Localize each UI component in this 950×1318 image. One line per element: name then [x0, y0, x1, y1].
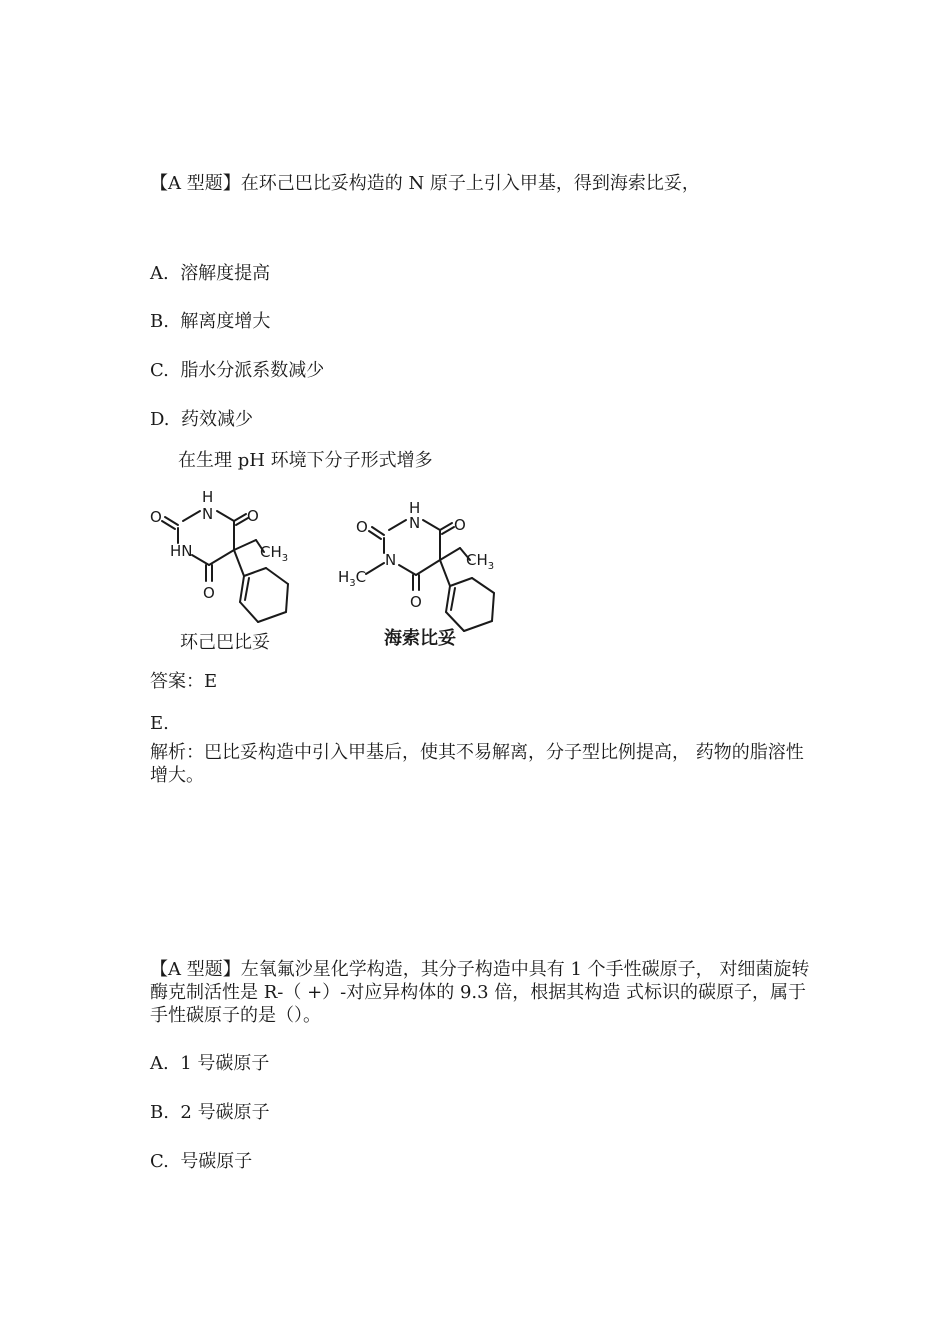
- option-letter: B.: [150, 1102, 169, 1123]
- option-letter: C.: [150, 360, 169, 381]
- structure-figure: [148, 488, 528, 660]
- option-letter: B.: [150, 311, 169, 332]
- question-1-stem: 【A 型题】在环己巴比妥构造的 N 原子上引入甲基，得到海索比妥，: [150, 173, 700, 194]
- option-letter: C.: [150, 1151, 169, 1172]
- option-text: 号碳原子: [180, 1151, 253, 1172]
- option-letter: A.: [150, 263, 169, 284]
- mol2-name: 海索比妥: [384, 628, 456, 649]
- option-text: 脂水分派系数减少: [180, 360, 325, 381]
- mol2-atom-o-bottom: O: [410, 593, 422, 611]
- q2-option-a[interactable]: [150, 1052, 269, 1076]
- option-letter: A.: [150, 1053, 169, 1074]
- mol1-atom-o-bottom: O: [203, 584, 215, 602]
- q2-option-c[interactable]: [150, 1150, 252, 1174]
- mol2-atom-h: H: [409, 499, 421, 517]
- q1-extra-option: 在生理 pH 环境下分子形式增多: [178, 450, 433, 471]
- q1-option-b[interactable]: [150, 310, 270, 334]
- mol1-atom-h: H: [202, 488, 214, 506]
- mol1-atom-n-top: N: [202, 505, 214, 523]
- option-text: 1 号碳原子: [180, 1053, 270, 1074]
- mol1-atom-hn: HN: [170, 542, 193, 560]
- mol2-atom-h3c: $H_3C$: [338, 568, 367, 589]
- mol2-atom-n-methyl: N: [385, 551, 397, 569]
- q1-answer: 答案：E: [150, 671, 218, 692]
- q1-analysis: 解析：巴比妥构造中引入甲基后，使其不易解离，分子型比例提高， 药物的脂溶性增大。: [150, 742, 804, 786]
- molecule-structures-svg: [148, 488, 528, 656]
- mol2-atom-o-right: O: [454, 516, 466, 534]
- mol1-atom-o-right: O: [247, 507, 259, 525]
- option-text: 2 号碳原子: [180, 1102, 270, 1123]
- mol2-atom-o-left: O: [356, 518, 368, 536]
- mol1-name: 环己巴比妥: [180, 632, 270, 653]
- option-text: 药效减少: [180, 409, 253, 430]
- option-text: 溶解度提高: [180, 263, 271, 284]
- question-2-stem: 【A 型题】左氧氟沙星化学构造，其分子构造中具有 1 个手性碳原子， 对细菌旋转酶克制活性是 R-（ +）-对应异构体的 9.3 倍，根据其构造 式标识的碳原子，属于手性碳原子的是（）。: [150, 959, 810, 1026]
- mol1-atom-ch3: $CH_3$: [260, 543, 289, 564]
- q1-option-d[interactable]: [150, 408, 253, 432]
- q1-option-c[interactable]: [150, 359, 324, 383]
- mol2-atom-ch3: $CH_3$: [466, 551, 495, 572]
- q1-option-e[interactable]: E.: [150, 713, 169, 734]
- q1-option-a[interactable]: [150, 262, 270, 286]
- mol2-bonds: [366, 520, 494, 631]
- mol2-atom-n-top: N: [409, 514, 421, 532]
- option-letter: D.: [150, 409, 170, 430]
- mol1-atom-o-left: O: [150, 508, 162, 526]
- mol1-bonds: [162, 511, 288, 622]
- option-text: 解离度增大: [180, 311, 271, 332]
- q2-option-b[interactable]: [150, 1101, 270, 1125]
